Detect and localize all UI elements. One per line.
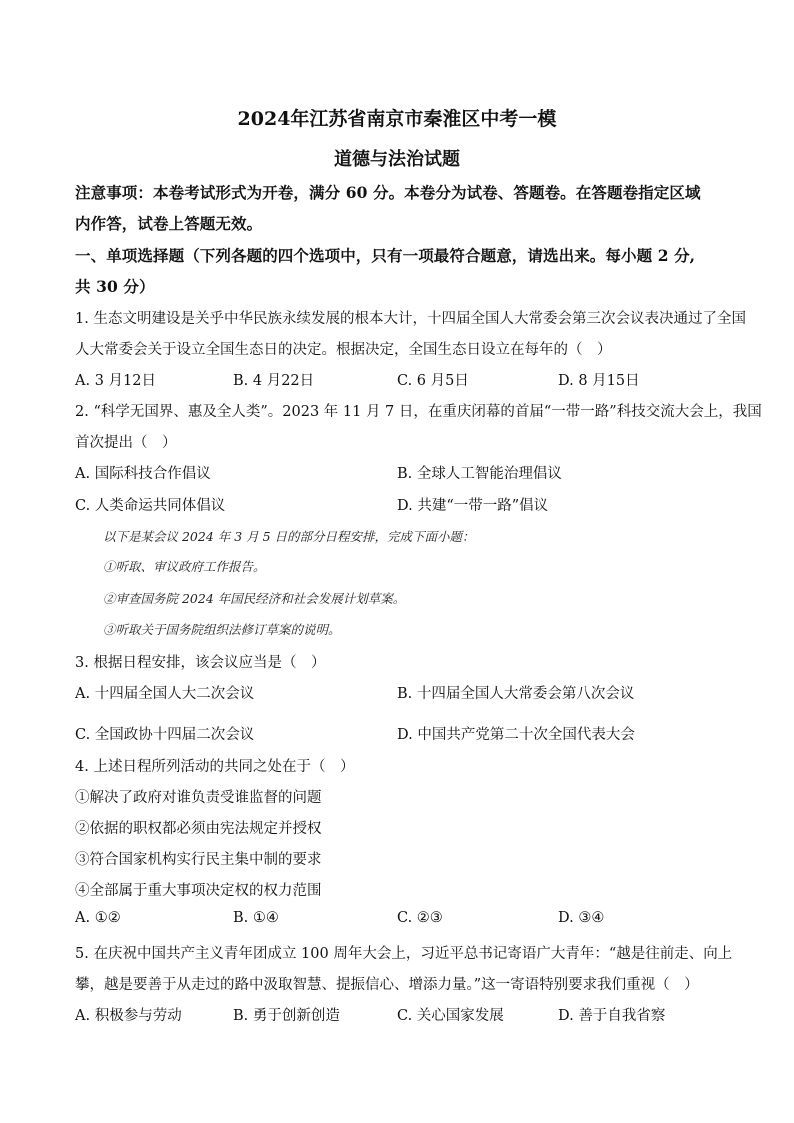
q4-statement-1: ①解决了政府对谁负责受谁监督的问题 — [75, 790, 322, 806]
q3-option-d: D. 中国共产党第二十次全国代表大会 — [397, 727, 635, 743]
q4-statement-3: ③符合国家机构实行民主集中制的要求 — [75, 852, 322, 868]
q2-option-d: D. 共建“一带一路”倡议 — [397, 498, 549, 514]
q2-stem-line-2: 首次提出（ ） — [75, 435, 177, 451]
notice-line-1: 注意事项：本卷考试形式为开卷，满分 60 分。本卷分为试卷、答题卷。在答题卷指定区域 — [75, 183, 701, 202]
q1-option-b: B. 4 月22日 — [233, 373, 315, 389]
q4-option-a: A. ①② — [75, 910, 121, 926]
q5-stem-line-1: 5. 在庆祝中国共产主义青年团成立 100 周年大会上，习近平总书记寄语广大青年：“越是往前走、向上 — [75, 946, 733, 962]
material-intro: 以下是某会议 2024 年 3 月 5 日的部分日程安排，完成下面小题： — [103, 529, 475, 544]
q4-stem: 4. 上述日程所列活动的共同之处在于（ ） — [75, 759, 355, 775]
q4-option-c: C. ②③ — [397, 910, 443, 926]
q2-option-a: A. 国际科技合作倡议 — [75, 466, 211, 482]
section-heading-line-2: 共 30 分） — [75, 277, 155, 296]
notice-line-2: 内作答，试卷上答题无效。 — [75, 214, 263, 233]
q5-stem-line-2: 攀，越是要善于从走过的路中汲取智慧、提振信心、增添力量。”这一寄语特别要求我们重视（ ） — [75, 977, 699, 993]
q2-option-c: C. 人类命运共同体倡议 — [75, 498, 226, 514]
q5-option-d: D. 善于自我省察 — [558, 1008, 666, 1024]
q3-option-b: B. 十四届全国人大常委会第八次会议 — [397, 686, 635, 702]
q1-stem-line-1: 1. 生态文明建设是关乎中华民族永续发展的根本大计，十四届全国人大常委会第三次会议表决通过了全国 — [75, 311, 746, 327]
section-heading-line-1: 一、单项选择题（下列各题的四个选项中，只有一项最符合题意，请选出来。每小题 2 分, — [75, 246, 696, 265]
material-item-3: ③听取关于国务院组织法修订草案的说明。 — [103, 622, 341, 637]
q3-option-a: A. 十四届全国人大二次会议 — [75, 686, 255, 702]
q1-option-c: C. 6 月5日 — [397, 373, 469, 389]
q4-statement-4: ④全部属于重大事项决定权的权力范围 — [75, 883, 322, 899]
q4-statement-2: ②依据的职权都必须由宪法规定并授权 — [75, 821, 322, 837]
q5-option-a: A. 积极参与劳动 — [75, 1008, 182, 1024]
exam-title: 2024年江苏省南京市秦淮区中考一模 — [237, 108, 557, 130]
q5-option-c: C. 关心国家发展 — [397, 1008, 504, 1024]
material-item-2: ②审查国务院 2024 年国民经济和社会发展计划草案。 — [103, 591, 406, 606]
q2-stem-line-1: 2. “科学无国界、惠及全人类”。2023 年 11 月 7 日，在重庆闭幕的首届“一带一路”科技交流大会上，我国 — [75, 404, 762, 420]
exam-subtitle: 道德与法治试题 — [334, 149, 460, 170]
q4-option-d: D. ③④ — [558, 910, 605, 926]
q3-option-c: C. 全国政协十四届二次会议 — [75, 727, 255, 743]
q3-stem: 3. 根据日程安排，该会议应当是（ ） — [75, 655, 326, 671]
q1-stem-line-2: 人大常委会关于设立全国生态日的决定。根据决定，全国生态日设立在每年的（ ） — [75, 342, 612, 358]
q2-option-b: B. 全球人工智能治理倡议 — [397, 466, 562, 482]
q4-option-b: B. ①④ — [233, 910, 279, 926]
material-item-1: ①听取、审议政府工作报告。 — [103, 559, 266, 574]
q1-option-d: D. 8 月15日 — [558, 373, 640, 389]
q1-option-a: A. 3 月12日 — [75, 373, 156, 389]
q5-option-b: B. 勇于创新创造 — [233, 1008, 340, 1024]
